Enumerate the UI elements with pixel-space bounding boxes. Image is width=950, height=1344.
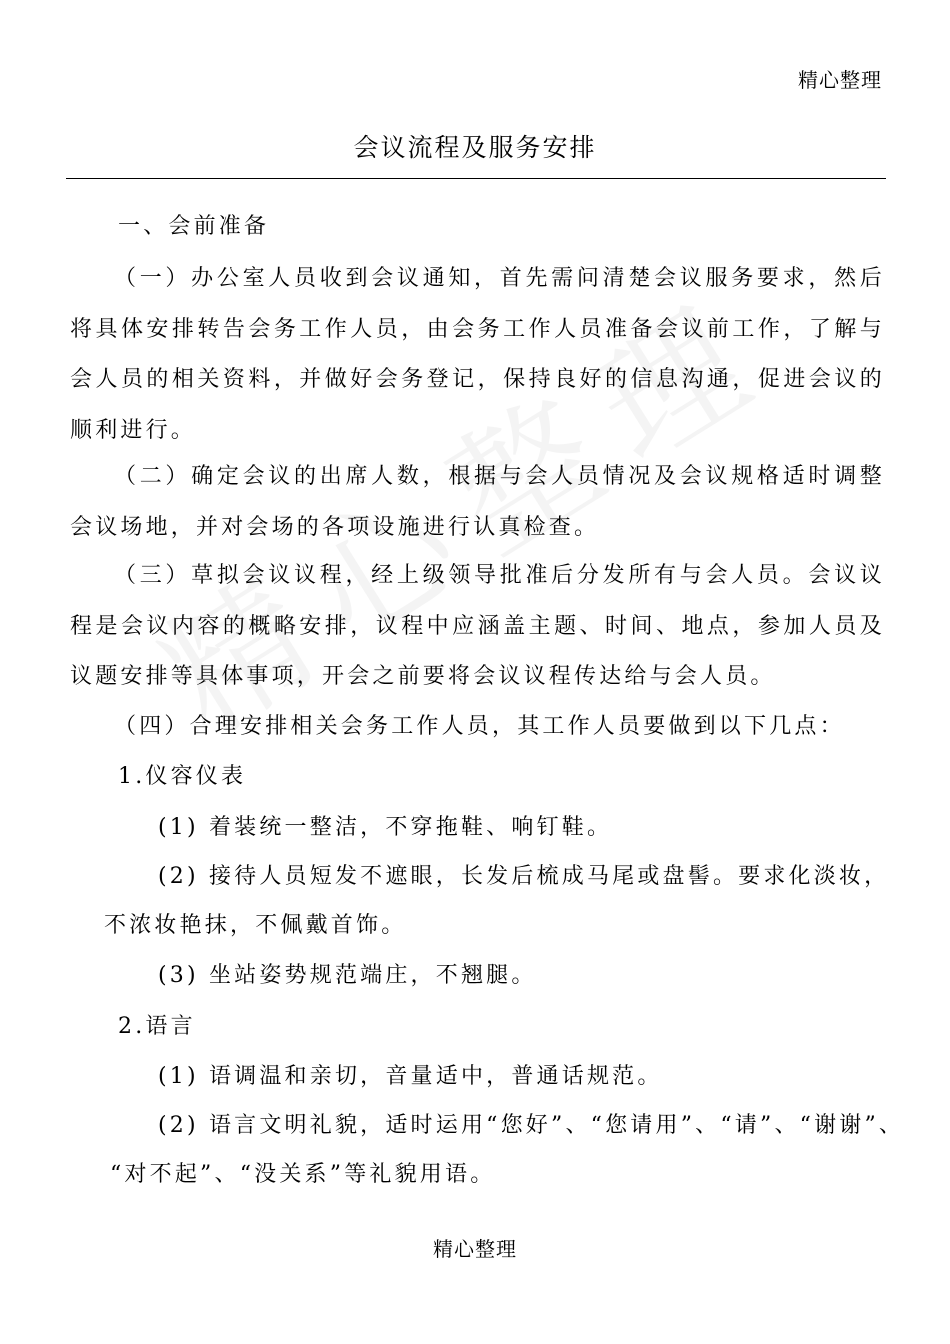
list-item: (3) 坐站姿势规范端庄，不翘腿。 <box>158 963 537 988</box>
list-item-continuation: “对不起”、“没关系”等礼貌用语。 <box>110 1162 496 1187</box>
paragraph-1: （一）办公室人员收到会议通知，首先需问清楚会议服务要求，然后将具体安排转告会务工作人员，由会务工作人员准备会议前工作，了解与会人员的相关资料，并做好会务登记，保持良好的信息沟通，促进会议的顺利进行。 <box>70 266 885 443</box>
document-title: 会议流程及服务安排 <box>353 133 597 162</box>
subsection-heading-appearance: 1.仪容仪表 <box>118 764 247 789</box>
list-item: (2) 语言文明礼貌，适时运用“您好”、“您请用”、“请”、“谢谢”、 <box>158 1113 905 1138</box>
list-item: (2) 接待人员短发不遮眼，长发后梳成马尾或盘髻。要求化淡妆， <box>158 864 890 889</box>
list-item: (1) 语调温和亲切，音量适中，普通话规范。 <box>158 1064 663 1089</box>
paragraph-3: （三）草拟会议议程，经上级领导批准后分发所有与会人员。会议议程是会议内容的概略安排，议程中应涵盖主题、时间、地点，参加人员及议题安排等具体事项，开会之前要将会议议程传达给与会人员。 <box>70 563 885 689</box>
header-note: 精心整理 <box>798 68 882 92</box>
list-item: (1) 着装统一整洁，不穿拖鞋、响钉鞋。 <box>158 815 613 840</box>
footer-note: 精心整理 <box>433 1237 517 1261</box>
title-divider <box>66 178 886 179</box>
subsection-heading-language: 2.语言 <box>118 1014 196 1039</box>
paragraph-2: （二）确定会议的出席人数，根据与会人员情况及会议规格适时调整会议场地，并对会场的各项设施进行认真检查。 <box>70 464 885 540</box>
paragraph-4: （四）合理安排相关会务工作人员，其工作人员要做到以下几点： <box>114 714 845 739</box>
list-item-continuation: 不浓妆艳抹，不佩戴首饰。 <box>104 913 407 938</box>
section-heading: 一、会前准备 <box>118 214 270 239</box>
